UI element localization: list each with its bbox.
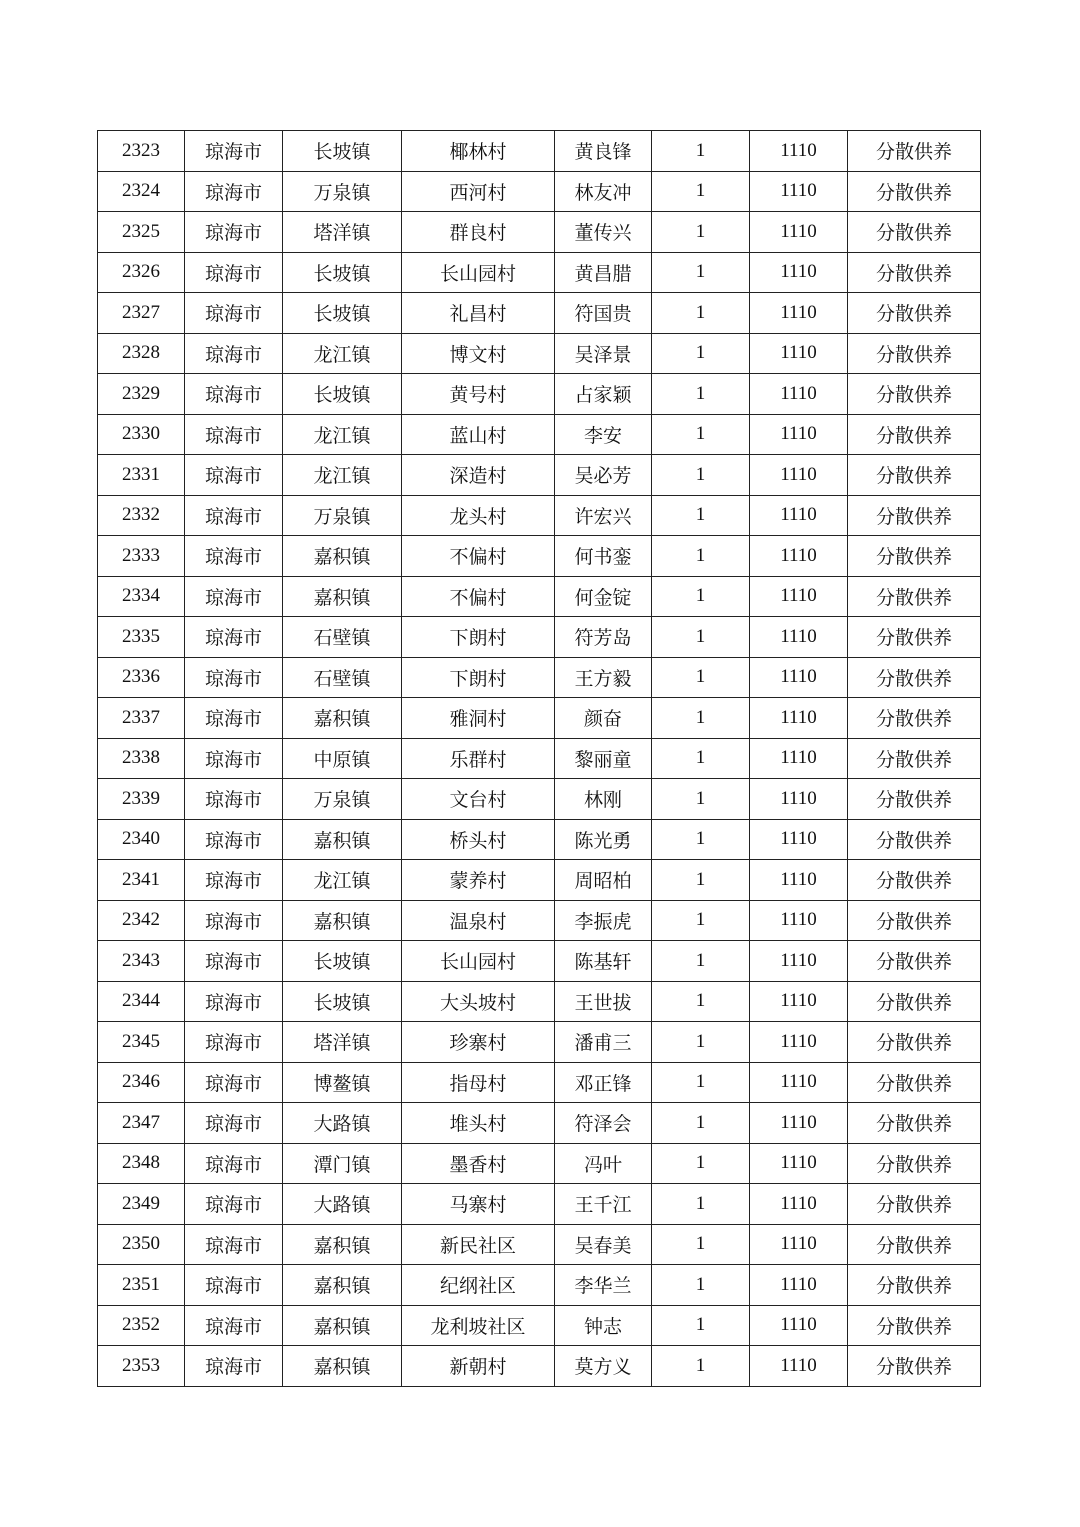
cell-person-name: 陈光勇	[555, 819, 652, 860]
cell-person-name: 符芳岛	[555, 617, 652, 658]
cell-support-type: 分散供养	[848, 1022, 981, 1063]
cell-support-type: 分散供养	[848, 657, 981, 698]
table-row	[98, 414, 981, 455]
cell-support-type: 分散供养	[848, 1184, 981, 1225]
cell-amount: 1110	[750, 333, 848, 374]
cell-support-type: 分散供养	[848, 374, 981, 415]
cell-city: 琼海市	[185, 1184, 283, 1225]
cell-serial-number: 2327	[98, 293, 185, 334]
cell-person-name: 钟志	[555, 1305, 652, 1346]
cell-village: 黄号村	[402, 374, 555, 415]
cell-serial-number: 2337	[98, 698, 185, 739]
cell-village: 西河村	[402, 171, 555, 212]
cell-town: 中原镇	[283, 738, 402, 779]
table-row	[98, 1265, 981, 1306]
table-row	[98, 1305, 981, 1346]
cell-household-count: 1	[652, 1305, 750, 1346]
cell-support-type: 分散供养	[848, 131, 981, 172]
cell-village: 蓝山村	[402, 414, 555, 455]
cell-town: 万泉镇	[283, 495, 402, 536]
cell-support-type: 分散供养	[848, 536, 981, 577]
cell-city: 琼海市	[185, 617, 283, 658]
cell-amount: 1110	[750, 414, 848, 455]
cell-person-name: 何书銮	[555, 536, 652, 577]
cell-city: 琼海市	[185, 333, 283, 374]
table-row	[98, 1224, 981, 1265]
cell-person-name: 王世拔	[555, 981, 652, 1022]
cell-support-type: 分散供养	[848, 333, 981, 374]
cell-household-count: 1	[652, 495, 750, 536]
cell-amount: 1110	[750, 1265, 848, 1306]
cell-city: 琼海市	[185, 1022, 283, 1063]
cell-city: 琼海市	[185, 1143, 283, 1184]
cell-amount: 1110	[750, 252, 848, 293]
table-row	[98, 1184, 981, 1225]
cell-household-count: 1	[652, 1265, 750, 1306]
cell-town: 龙江镇	[283, 333, 402, 374]
cell-town: 嘉积镇	[283, 1224, 402, 1265]
cell-town: 嘉积镇	[283, 1265, 402, 1306]
cell-town: 长坡镇	[283, 981, 402, 1022]
cell-support-type: 分散供养	[848, 617, 981, 658]
cell-amount: 1110	[750, 1224, 848, 1265]
cell-household-count: 1	[652, 1103, 750, 1144]
cell-town: 潭门镇	[283, 1143, 402, 1184]
cell-support-type: 分散供养	[848, 1062, 981, 1103]
cell-amount: 1110	[750, 617, 848, 658]
cell-support-type: 分散供养	[848, 576, 981, 617]
cell-support-type: 分散供养	[848, 1305, 981, 1346]
cell-household-count: 1	[652, 131, 750, 172]
cell-village: 马寨村	[402, 1184, 555, 1225]
cell-household-count: 1	[652, 374, 750, 415]
cell-person-name: 董传兴	[555, 212, 652, 253]
cell-amount: 1110	[750, 455, 848, 496]
cell-town: 嘉积镇	[283, 900, 402, 941]
table-row	[98, 455, 981, 496]
cell-village: 长山园村	[402, 252, 555, 293]
cell-town: 塔洋镇	[283, 1022, 402, 1063]
cell-household-count: 1	[652, 900, 750, 941]
cell-household-count: 1	[652, 293, 750, 334]
cell-town: 长坡镇	[283, 252, 402, 293]
cell-serial-number: 2333	[98, 536, 185, 577]
cell-town: 嘉积镇	[283, 1346, 402, 1387]
cell-serial-number: 2345	[98, 1022, 185, 1063]
cell-person-name: 冯叶	[555, 1143, 652, 1184]
cell-amount: 1110	[750, 900, 848, 941]
table-row	[98, 738, 981, 779]
cell-household-count: 1	[652, 860, 750, 901]
cell-serial-number: 2323	[98, 131, 185, 172]
cell-amount: 1110	[750, 1103, 848, 1144]
cell-city: 琼海市	[185, 1103, 283, 1144]
table-row	[98, 819, 981, 860]
cell-person-name: 符泽会	[555, 1103, 652, 1144]
cell-amount: 1110	[750, 495, 848, 536]
cell-person-name: 陈基轩	[555, 941, 652, 982]
cell-city: 琼海市	[185, 1224, 283, 1265]
cell-town: 万泉镇	[283, 171, 402, 212]
cell-village: 乐群村	[402, 738, 555, 779]
cell-city: 琼海市	[185, 536, 283, 577]
cell-city: 琼海市	[185, 779, 283, 820]
cell-serial-number: 2325	[98, 212, 185, 253]
cell-town: 长坡镇	[283, 941, 402, 982]
cell-village: 下朗村	[402, 617, 555, 658]
cell-city: 琼海市	[185, 171, 283, 212]
cell-village: 不偏村	[402, 576, 555, 617]
cell-person-name: 周昭柏	[555, 860, 652, 901]
table-row	[98, 860, 981, 901]
table-row	[98, 293, 981, 334]
table-row	[98, 333, 981, 374]
cell-town: 石壁镇	[283, 657, 402, 698]
cell-town: 嘉积镇	[283, 698, 402, 739]
table-row	[98, 1022, 981, 1063]
cell-village: 蒙养村	[402, 860, 555, 901]
cell-village: 雅洞村	[402, 698, 555, 739]
cell-household-count: 1	[652, 779, 750, 820]
cell-city: 琼海市	[185, 455, 283, 496]
table-row	[98, 252, 981, 293]
cell-city: 琼海市	[185, 819, 283, 860]
cell-town: 嘉积镇	[283, 819, 402, 860]
table-row	[98, 1143, 981, 1184]
roster-table	[97, 130, 981, 1387]
table-row	[98, 171, 981, 212]
cell-household-count: 1	[652, 981, 750, 1022]
cell-town: 博鳌镇	[283, 1062, 402, 1103]
cell-town: 龙江镇	[283, 414, 402, 455]
cell-serial-number: 2335	[98, 617, 185, 658]
cell-town: 龙江镇	[283, 860, 402, 901]
cell-town: 嘉积镇	[283, 576, 402, 617]
cell-serial-number: 2349	[98, 1184, 185, 1225]
cell-amount: 1110	[750, 131, 848, 172]
cell-support-type: 分散供养	[848, 860, 981, 901]
cell-village: 珍寨村	[402, 1022, 555, 1063]
cell-person-name: 许宏兴	[555, 495, 652, 536]
cell-person-name: 李振虎	[555, 900, 652, 941]
cell-person-name: 黄良锋	[555, 131, 652, 172]
cell-support-type: 分散供养	[848, 293, 981, 334]
cell-city: 琼海市	[185, 657, 283, 698]
cell-household-count: 1	[652, 941, 750, 982]
cell-support-type: 分散供养	[848, 1103, 981, 1144]
cell-person-name: 邓正锋	[555, 1062, 652, 1103]
cell-household-count: 1	[652, 576, 750, 617]
table-row	[98, 657, 981, 698]
cell-amount: 1110	[750, 1184, 848, 1225]
cell-serial-number: 2328	[98, 333, 185, 374]
cell-village: 群良村	[402, 212, 555, 253]
cell-household-count: 1	[652, 333, 750, 374]
cell-person-name: 林友冲	[555, 171, 652, 212]
cell-support-type: 分散供养	[848, 981, 981, 1022]
cell-support-type: 分散供养	[848, 900, 981, 941]
cell-serial-number: 2348	[98, 1143, 185, 1184]
cell-village: 温泉村	[402, 900, 555, 941]
cell-serial-number: 2326	[98, 252, 185, 293]
cell-city: 琼海市	[185, 576, 283, 617]
cell-person-name: 王千江	[555, 1184, 652, 1225]
cell-amount: 1110	[750, 1143, 848, 1184]
cell-household-count: 1	[652, 1224, 750, 1265]
cell-support-type: 分散供养	[848, 1143, 981, 1184]
cell-village: 指母村	[402, 1062, 555, 1103]
cell-support-type: 分散供养	[848, 941, 981, 982]
cell-city: 琼海市	[185, 1305, 283, 1346]
cell-town: 大路镇	[283, 1103, 402, 1144]
table-row	[98, 131, 981, 172]
cell-amount: 1110	[750, 576, 848, 617]
cell-city: 琼海市	[185, 414, 283, 455]
cell-village: 桥头村	[402, 819, 555, 860]
cell-amount: 1110	[750, 860, 848, 901]
cell-serial-number: 2347	[98, 1103, 185, 1144]
cell-person-name: 吴泽景	[555, 333, 652, 374]
cell-village: 下朗村	[402, 657, 555, 698]
cell-amount: 1110	[750, 698, 848, 739]
cell-person-name: 吴春美	[555, 1224, 652, 1265]
cell-household-count: 1	[652, 698, 750, 739]
cell-serial-number: 2346	[98, 1062, 185, 1103]
cell-household-count: 1	[652, 617, 750, 658]
cell-village: 纪纲社区	[402, 1265, 555, 1306]
cell-amount: 1110	[750, 293, 848, 334]
cell-town: 塔洋镇	[283, 212, 402, 253]
cell-serial-number: 2330	[98, 414, 185, 455]
cell-serial-number: 2350	[98, 1224, 185, 1265]
cell-town: 嘉积镇	[283, 536, 402, 577]
cell-village: 礼昌村	[402, 293, 555, 334]
cell-village: 不偏村	[402, 536, 555, 577]
cell-town: 长坡镇	[283, 131, 402, 172]
cell-person-name: 林刚	[555, 779, 652, 820]
cell-support-type: 分散供养	[848, 1265, 981, 1306]
cell-town: 石壁镇	[283, 617, 402, 658]
cell-amount: 1110	[750, 374, 848, 415]
cell-support-type: 分散供养	[848, 779, 981, 820]
cell-serial-number: 2343	[98, 941, 185, 982]
cell-support-type: 分散供养	[848, 1346, 981, 1387]
cell-person-name: 潘甫三	[555, 1022, 652, 1063]
table-row	[98, 536, 981, 577]
cell-city: 琼海市	[185, 212, 283, 253]
cell-support-type: 分散供养	[848, 819, 981, 860]
table-row	[98, 617, 981, 658]
cell-town: 长坡镇	[283, 293, 402, 334]
cell-support-type: 分散供养	[848, 495, 981, 536]
cell-household-count: 1	[652, 1062, 750, 1103]
cell-serial-number: 2324	[98, 171, 185, 212]
cell-household-count: 1	[652, 1022, 750, 1063]
cell-serial-number: 2339	[98, 779, 185, 820]
cell-serial-number: 2332	[98, 495, 185, 536]
cell-town: 长坡镇	[283, 374, 402, 415]
cell-support-type: 分散供养	[848, 455, 981, 496]
cell-village: 墨香村	[402, 1143, 555, 1184]
cell-village: 长山园村	[402, 941, 555, 982]
cell-village: 新民社区	[402, 1224, 555, 1265]
table-row	[98, 495, 981, 536]
cell-amount: 1110	[750, 212, 848, 253]
cell-city: 琼海市	[185, 698, 283, 739]
cell-household-count: 1	[652, 536, 750, 577]
cell-household-count: 1	[652, 212, 750, 253]
cell-serial-number: 2338	[98, 738, 185, 779]
cell-amount: 1110	[750, 819, 848, 860]
table-row	[98, 941, 981, 982]
cell-household-count: 1	[652, 252, 750, 293]
cell-household-count: 1	[652, 455, 750, 496]
cell-city: 琼海市	[185, 293, 283, 334]
cell-city: 琼海市	[185, 252, 283, 293]
table-row	[98, 900, 981, 941]
cell-village: 大头坡村	[402, 981, 555, 1022]
cell-city: 琼海市	[185, 900, 283, 941]
cell-support-type: 分散供养	[848, 698, 981, 739]
cell-serial-number: 2341	[98, 860, 185, 901]
cell-serial-number: 2334	[98, 576, 185, 617]
cell-city: 琼海市	[185, 1265, 283, 1306]
cell-person-name: 黄昌腊	[555, 252, 652, 293]
cell-person-name: 吴必芳	[555, 455, 652, 496]
cell-serial-number: 2351	[98, 1265, 185, 1306]
cell-household-count: 1	[652, 1143, 750, 1184]
cell-village: 博文村	[402, 333, 555, 374]
cell-person-name: 李安	[555, 414, 652, 455]
cell-household-count: 1	[652, 414, 750, 455]
cell-city: 琼海市	[185, 374, 283, 415]
cell-village: 文台村	[402, 779, 555, 820]
table-row	[98, 212, 981, 253]
table-row	[98, 1103, 981, 1144]
cell-support-type: 分散供养	[848, 252, 981, 293]
table-row	[98, 981, 981, 1022]
cell-city: 琼海市	[185, 941, 283, 982]
cell-village: 龙利坡社区	[402, 1305, 555, 1346]
cell-town: 龙江镇	[283, 455, 402, 496]
cell-amount: 1110	[750, 1062, 848, 1103]
cell-amount: 1110	[750, 738, 848, 779]
cell-serial-number: 2331	[98, 455, 185, 496]
cell-amount: 1110	[750, 1305, 848, 1346]
cell-household-count: 1	[652, 738, 750, 779]
cell-amount: 1110	[750, 981, 848, 1022]
cell-serial-number: 2336	[98, 657, 185, 698]
roster-body	[98, 131, 981, 1387]
cell-amount: 1110	[750, 657, 848, 698]
cell-person-name: 颜奋	[555, 698, 652, 739]
cell-support-type: 分散供养	[848, 1224, 981, 1265]
cell-support-type: 分散供养	[848, 414, 981, 455]
cell-town: 万泉镇	[283, 779, 402, 820]
cell-village: 堆头村	[402, 1103, 555, 1144]
cell-support-type: 分散供养	[848, 171, 981, 212]
cell-city: 琼海市	[185, 860, 283, 901]
cell-serial-number: 2352	[98, 1305, 185, 1346]
cell-city: 琼海市	[185, 738, 283, 779]
cell-amount: 1110	[750, 171, 848, 212]
cell-person-name: 符国贵	[555, 293, 652, 334]
cell-person-name: 莫方义	[555, 1346, 652, 1387]
cell-support-type: 分散供养	[848, 212, 981, 253]
cell-household-count: 1	[652, 657, 750, 698]
table-row	[98, 576, 981, 617]
cell-city: 琼海市	[185, 495, 283, 536]
cell-town: 嘉积镇	[283, 1305, 402, 1346]
cell-serial-number: 2344	[98, 981, 185, 1022]
cell-serial-number: 2340	[98, 819, 185, 860]
cell-household-count: 1	[652, 819, 750, 860]
cell-city: 琼海市	[185, 131, 283, 172]
cell-serial-number: 2342	[98, 900, 185, 941]
cell-person-name: 黎丽童	[555, 738, 652, 779]
table-row	[98, 698, 981, 739]
table-row	[98, 1062, 981, 1103]
cell-village: 龙头村	[402, 495, 555, 536]
cell-household-count: 1	[652, 1346, 750, 1387]
cell-household-count: 1	[652, 171, 750, 212]
table-row	[98, 779, 981, 820]
cell-village: 深造村	[402, 455, 555, 496]
cell-amount: 1110	[750, 536, 848, 577]
table-row	[98, 1346, 981, 1387]
cell-person-name: 李华兰	[555, 1265, 652, 1306]
cell-serial-number: 2329	[98, 374, 185, 415]
cell-city: 琼海市	[185, 981, 283, 1022]
cell-person-name: 占家颖	[555, 374, 652, 415]
cell-support-type: 分散供养	[848, 738, 981, 779]
cell-person-name: 王方毅	[555, 657, 652, 698]
cell-person-name: 何金锭	[555, 576, 652, 617]
cell-village: 椰林村	[402, 131, 555, 172]
cell-town: 大路镇	[283, 1184, 402, 1225]
cell-serial-number: 2353	[98, 1346, 185, 1387]
cell-city: 琼海市	[185, 1346, 283, 1387]
cell-amount: 1110	[750, 1022, 848, 1063]
cell-city: 琼海市	[185, 1062, 283, 1103]
cell-amount: 1110	[750, 941, 848, 982]
cell-household-count: 1	[652, 1184, 750, 1225]
cell-amount: 1110	[750, 1346, 848, 1387]
cell-village: 新朝村	[402, 1346, 555, 1387]
cell-amount: 1110	[750, 779, 848, 820]
table-row	[98, 374, 981, 415]
